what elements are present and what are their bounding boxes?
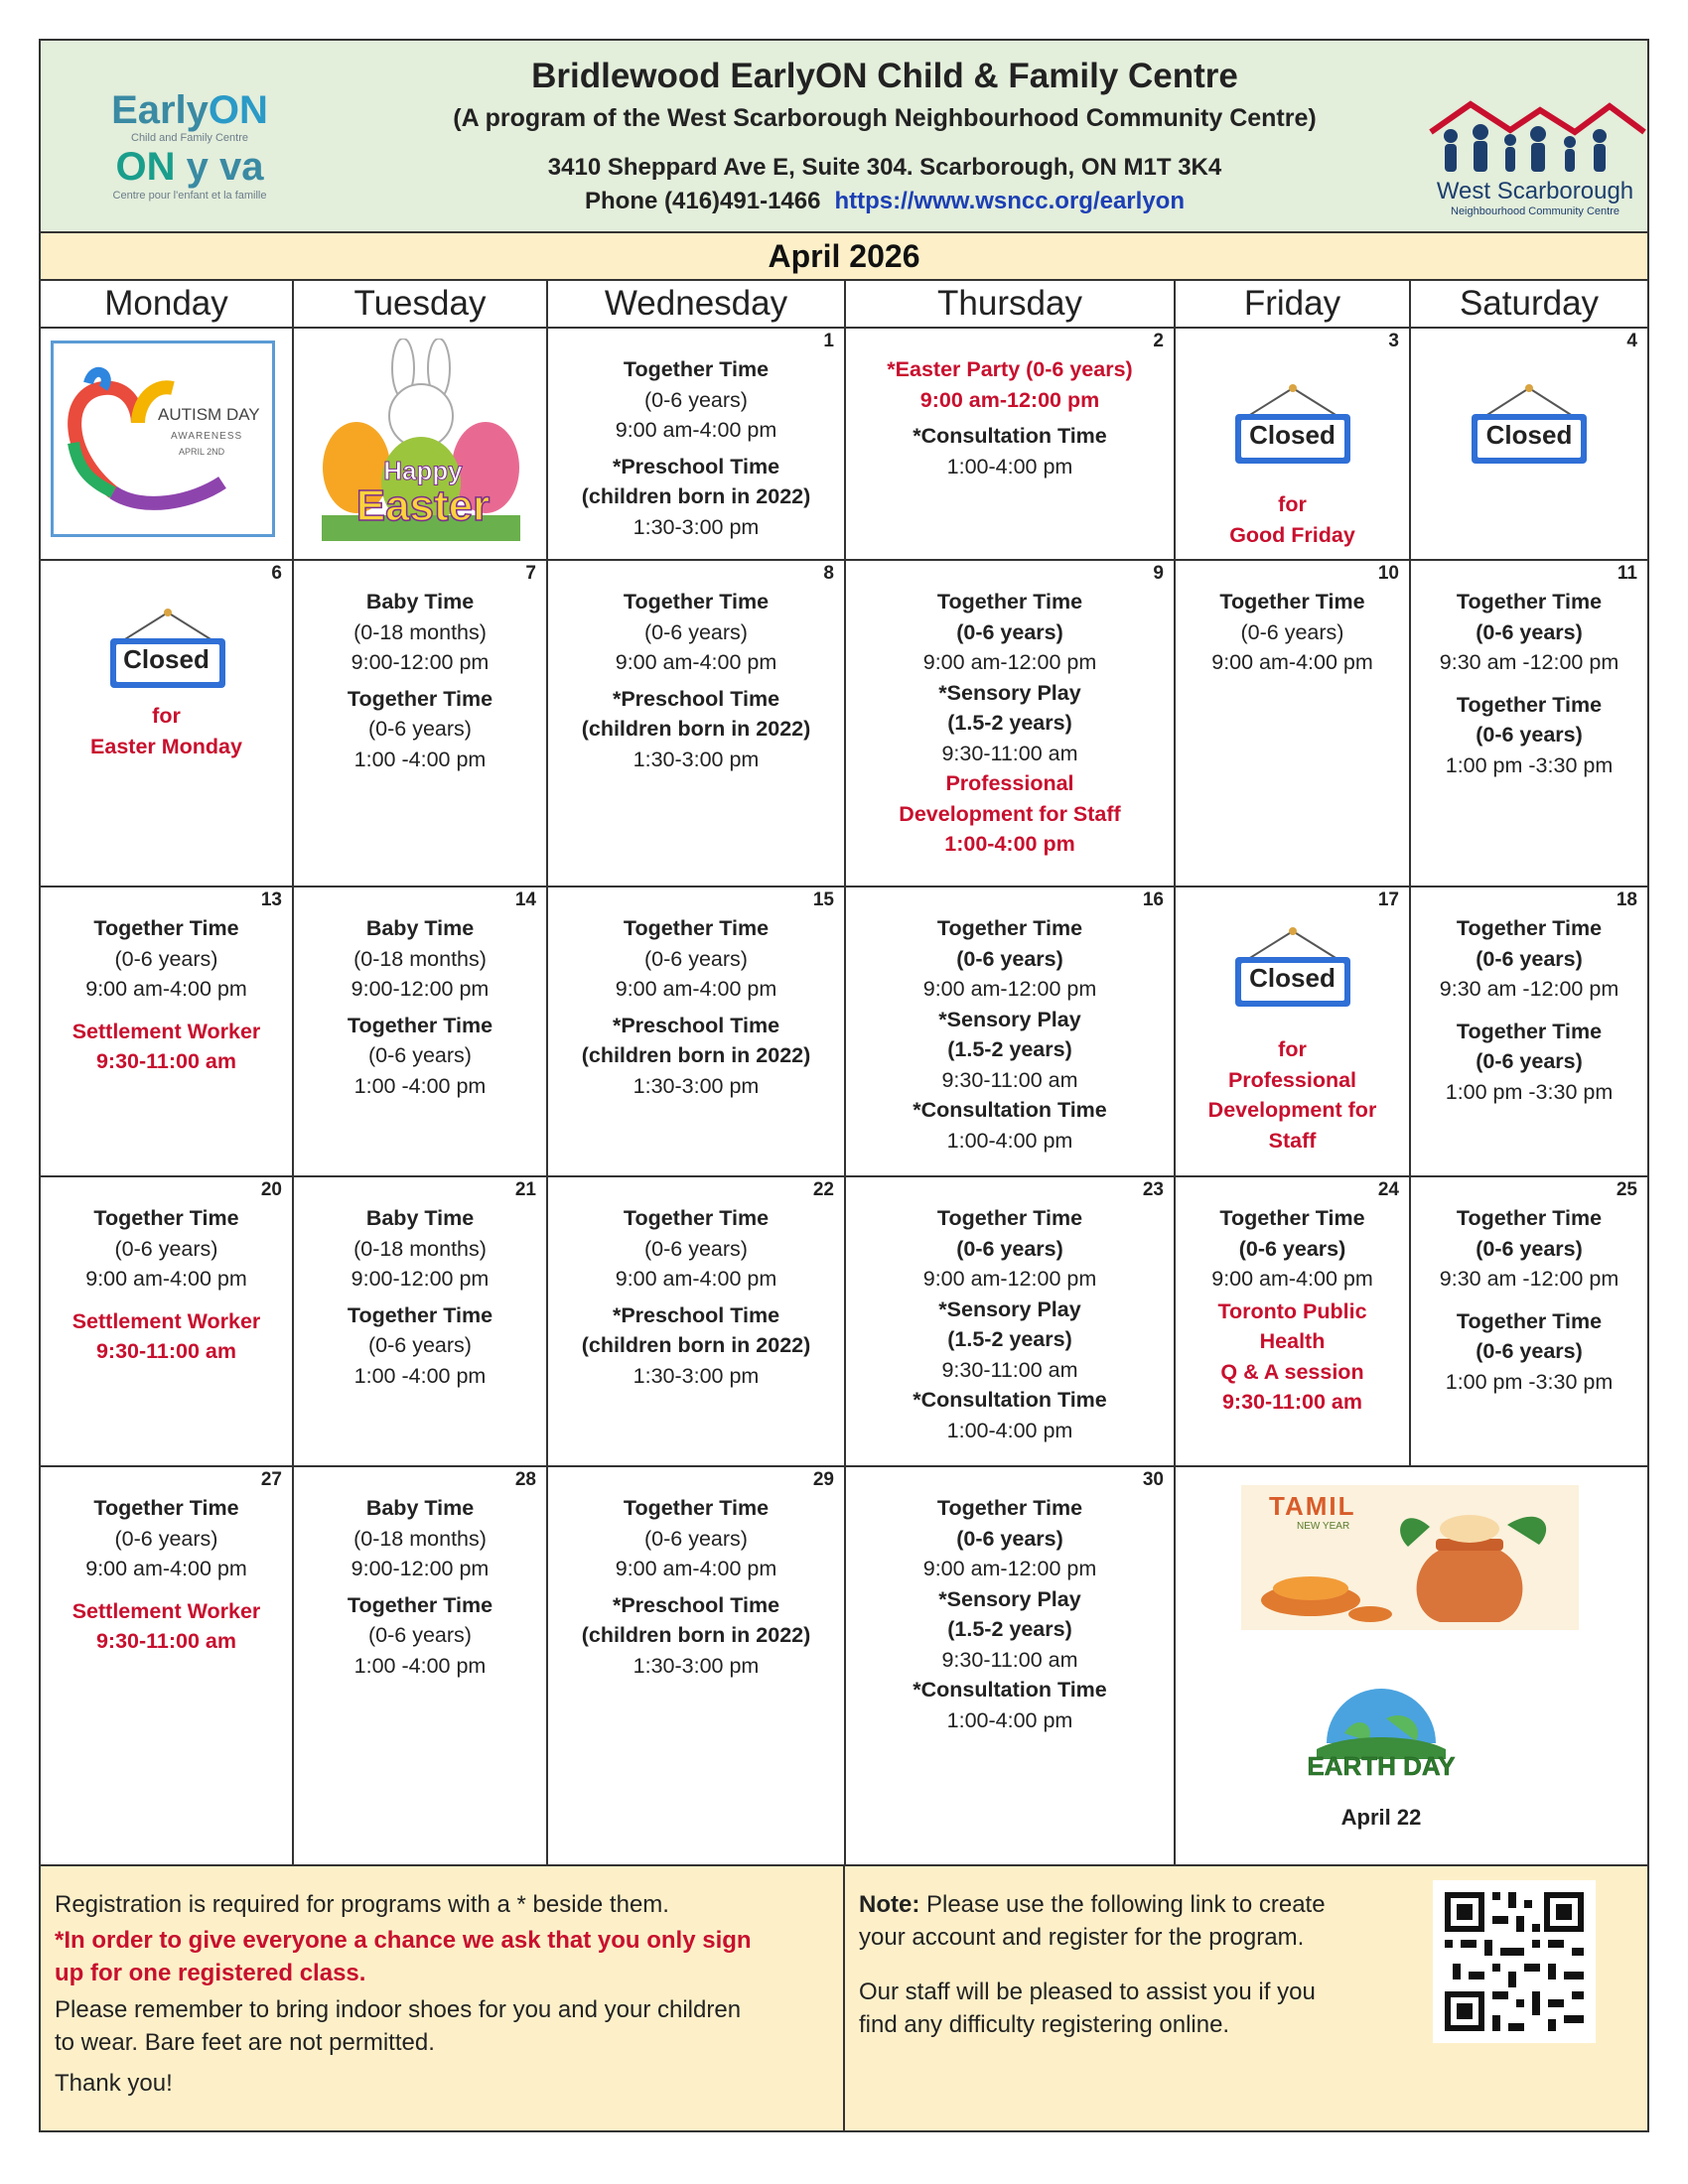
phone: Phone (416)491-1466: [585, 188, 821, 214]
day-cell-18: 18 Together Time (0-6 years) 9:30 am -12:00 pm Together Time (0-6 years) 1:00 pm -3:30 pm: [1411, 887, 1647, 1177]
wsncc-logo: West Scarborough Neighbourhood Community Centre: [1411, 92, 1659, 221]
footer-registration-info: [41, 1866, 845, 2130]
note-line1: Note: Please use the following link to create: [859, 1891, 1326, 1918]
day-cell-17: 17 Closed for Professional Development for Staff: [1176, 887, 1411, 1177]
day-header-saturday: Saturday: [1411, 281, 1647, 329]
day-cell-11: 11 Together Time (0-6 years) 9:30 am -12:00 pm Together Time (0-6 years) 1:00 pm -3:30 pm: [1411, 561, 1647, 887]
note-line3: Our staff will be pleased to assist you if you: [859, 1979, 1316, 2005]
day-cell-24: 24 Together Time (0-6 years) 9:00 am-4:00 pm Toronto Public Health Q & A session 9:30-11:00 am: [1176, 1177, 1411, 1467]
closed-sign: Closed: [1411, 380, 1647, 475]
earlyon-logo: EarlyON Child and Family Centre ON y va Centre pour l'enfant et la famille: [111, 88, 268, 202]
page-subtitle: (A program of the West Scarborough Neighbourhood Community Centre): [453, 104, 1317, 132]
day-cell-21: 21 Baby Time (0-18 months) 9:00-12:00 pm Together Time (0-6 years) 1:00 -4:00 pm: [294, 1177, 548, 1467]
closed-sign: Closed: [41, 605, 292, 699]
month-title: April 2026: [41, 233, 1647, 281]
one-class-notice-line2: up for one registered class.: [55, 1960, 366, 1986]
address: 3410 Sheppard Ave E, Suite 304. Scarborough, ON M1T 3K4: [547, 154, 1222, 181]
day-cell-25: 25 Together Time (0-6 years) 9:30 am -12:00 pm Together Time (0-6 years) 1:00 pm -3:30 pm: [1411, 1177, 1647, 1467]
day-cell-15: 15 Together Time (0-6 years) 9:00 am-4:00 pm *Preschool Time (children born in 2022) 1:30-3:00 pm: [548, 887, 846, 1177]
holiday-images-cell: [1176, 1467, 1647, 1866]
community-silhouette-icon: [1411, 92, 1659, 178]
day-cell-28: 28 Baby Time (0-18 months) 9:00-12:00 pm Together Time (0-6 years) 1:00 -4:00 pm: [294, 1467, 548, 1866]
happy-easter-cell: Happy Easter: [294, 329, 548, 561]
day-header-thursday: Thursday: [846, 281, 1176, 329]
qr-code-icon: [1433, 1880, 1596, 2043]
day-cell-23: 23 Together Time (0-6 years) 9:00 am-12:00 pm *Sensory Play (1.5-2 years) 9:30-11:00 am *Consultation Time 1:00-4:00 pm: [846, 1177, 1176, 1467]
earth-day-image: EARTH DAY: [1307, 1664, 1456, 1793]
day-cell-27: 27 Together Time (0-6 years) 9:00 am-4:00 pm Settlement Worker 9:30-11:00 am: [41, 1467, 294, 1866]
tamil-new-year-image: TAMIL NEW YEAR: [1241, 1485, 1579, 1630]
day-cell-14: 14 Baby Time (0-18 months) 9:00-12:00 pm Together Time (0-6 years) 1:00 -4:00 pm: [294, 887, 548, 1177]
day-header-wednesday: Wednesday: [548, 281, 846, 329]
contact-line: [368, 188, 1401, 215]
indoor-shoes-line1: Please remember to bring indoor shoes for you and your children: [55, 1996, 742, 2023]
registration-qr-code[interactable]: [1433, 1880, 1596, 2043]
one-class-notice-line1: *In order to give everyone a chance we ask that you only sign: [55, 1927, 752, 1954]
day-cell-10: 10 Together Time (0-6 years) 9:00 am-4:00 pm: [1176, 561, 1411, 887]
day-cell-22: 22 Together Time (0-6 years) 9:00 am-4:00 pm *Preschool Time (children born in 2022) 1:30-3:00 pm: [548, 1177, 846, 1467]
day-cell-6: 6 Closed for Easter Monday: [41, 561, 294, 887]
day-header-monday: Monday: [41, 281, 294, 329]
day-cell-29: 29 Together Time (0-6 years) 9:00 am-4:00 pm *Preschool Time (children born in 2022) 1:30-3:00 pm: [548, 1467, 846, 1866]
day-cell-8: 8 Together Time (0-6 years) 9:00 am-4:00 pm *Preschool Time (children born in 2022) 1:30-3:00 pm: [548, 561, 846, 887]
day-header-friday: Friday: [1176, 281, 1411, 329]
autism-day-cell: [41, 329, 294, 561]
header: [41, 41, 1647, 233]
day-header-tuesday: Tuesday: [294, 281, 548, 329]
page-title: Bridlewood EarlyON Child & Family Centre: [531, 57, 1238, 95]
day-cell-30: 30 Together Time (0-6 years) 9:00 am-12:00 pm *Sensory Play (1.5-2 years) 9:30-11:00 am *Consultation Time 1:00-4:00 pm: [846, 1467, 1176, 1866]
closed-sign: Closed: [1176, 923, 1409, 1018]
closed-sign: Closed: [1176, 380, 1409, 475]
day-cell-13: 13 Together Time (0-6 years) 9:00 am-4:00 pm Settlement Worker 9:30-11:00 am: [41, 887, 294, 1177]
day-cell-2: 2 *Easter Party (0-6 years) 9:00 am-12:00 pm *Consultation Time 1:00-4:00 pm: [846, 329, 1176, 561]
day-cell-9: 9 Together Time (0-6 years) 9:00 am-12:00 pm *Sensory Play (1.5-2 years) 9:30-11:00 am Professional Development for Staff 1:00-4:00 pm: [846, 561, 1176, 887]
registration-note: Registration is required for programs with a * beside them.: [55, 1891, 669, 1918]
thank-you: Thank you!: [55, 2070, 173, 2097]
day-cell-4: 4 Closed: [1411, 329, 1647, 561]
day-cell-1: 1 Together Time (0-6 years) 9:00 am-4:00 pm *Preschool Time (children born in 2022) 1:30-3:00 pm: [548, 329, 846, 561]
website-link[interactable]: https://www.wsncc.org/earlyon: [834, 188, 1185, 214]
note-line2: your account and register for the program.: [859, 1924, 1305, 1951]
day-cell-7: 7 Baby Time (0-18 months) 9:00-12:00 pm Together Time (0-6 years) 1:00 -4:00 pm: [294, 561, 548, 887]
note-line4: find any difficulty registering online.: [859, 2011, 1230, 2038]
footer-note: [845, 1866, 1647, 2130]
day-cell-20: 20 Together Time (0-6 years) 9:00 am-4:00 pm Settlement Worker 9:30-11:00 am: [41, 1177, 294, 1467]
indoor-shoes-line2: to wear. Bare feet are not permitted.: [55, 2029, 435, 2056]
day-cell-3: 3 Closed for Good Friday: [1176, 329, 1411, 561]
autism-day-image: AUTISM DAY AWARENESS APRIL 2ND: [51, 341, 275, 537]
earth-day-caption: April 22: [1340, 1805, 1422, 1830]
day-cell-16: 16 Together Time (0-6 years) 9:00 am-12:00 pm *Sensory Play (1.5-2 years) 9:30-11:00 am *Consultation Time 1:00-4:00 pm: [846, 887, 1176, 1177]
